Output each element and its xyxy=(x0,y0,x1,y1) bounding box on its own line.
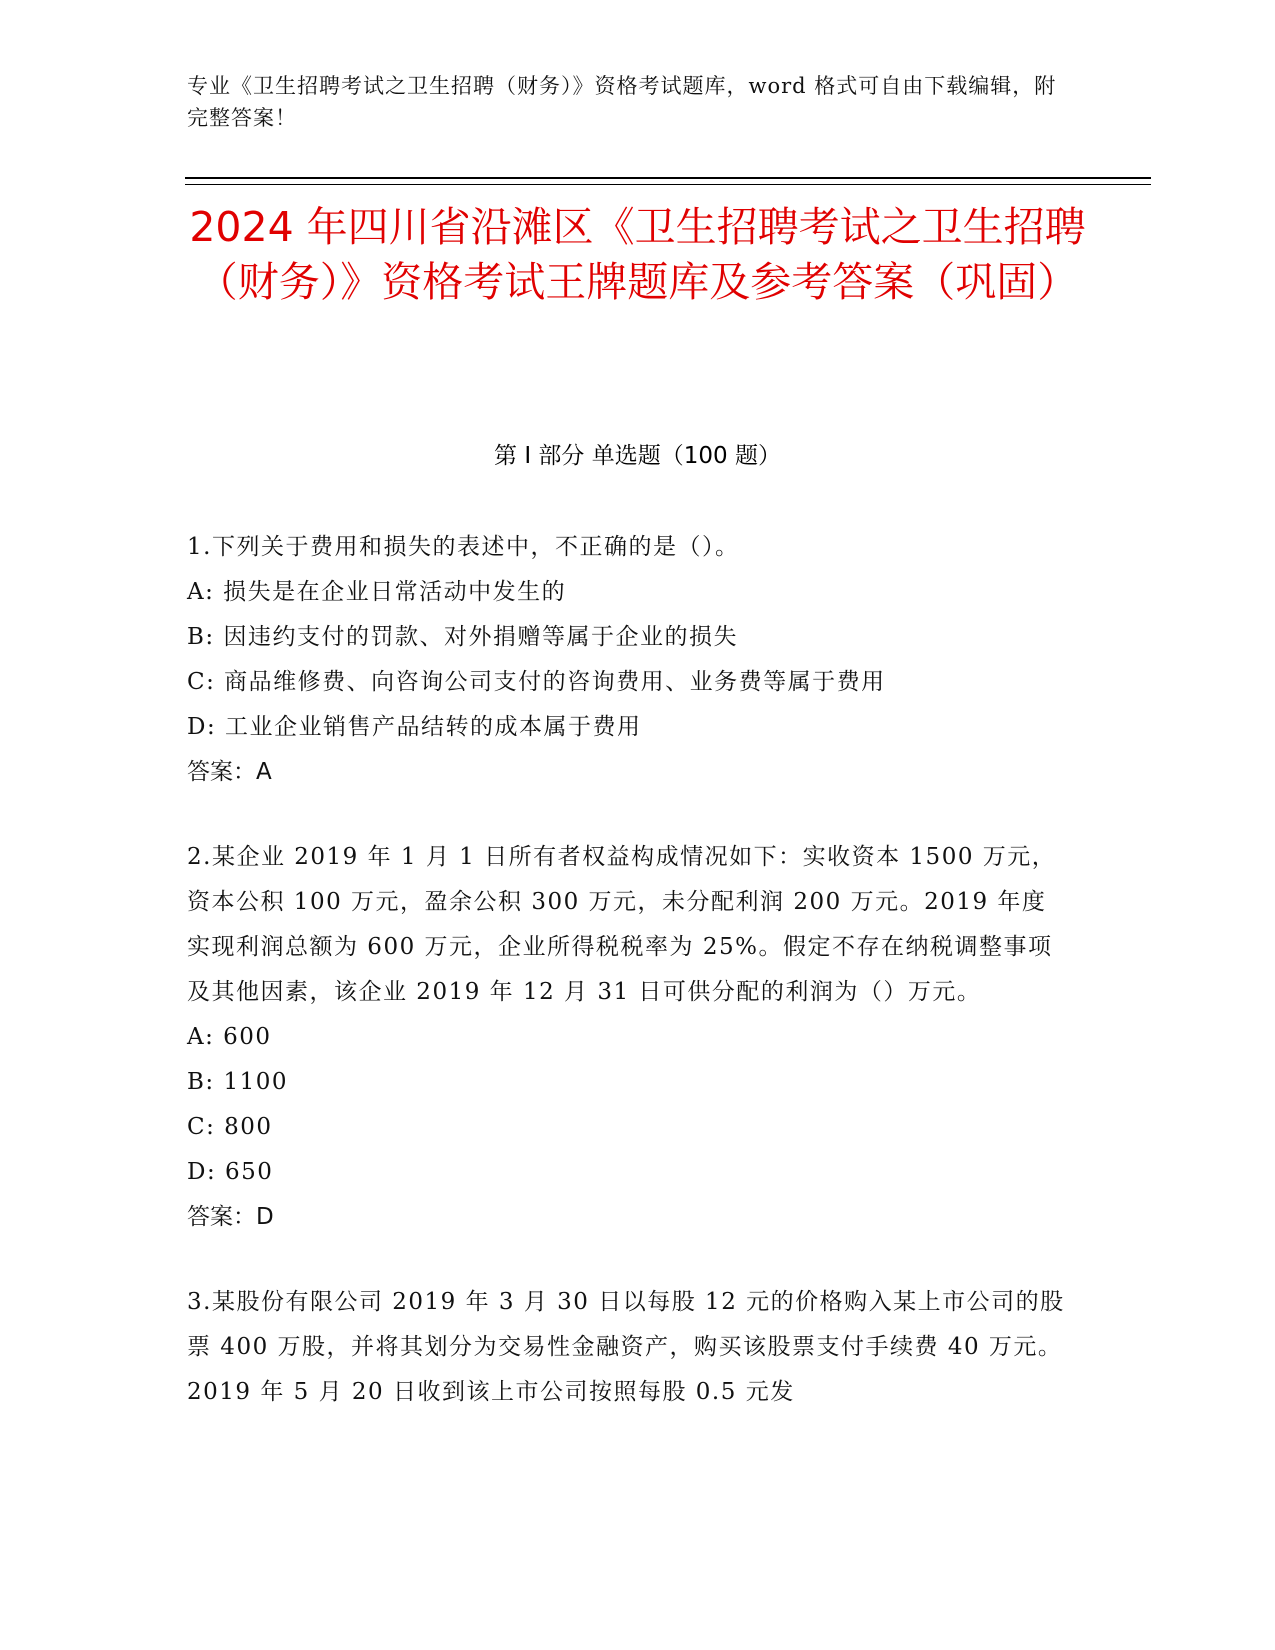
option-d: D: 650 xyxy=(187,1159,274,1185)
option-b: B: 因违约支付的罚款、对外捐赠等属于企业的损失 xyxy=(187,624,738,650)
answer: 答案：A xyxy=(187,759,272,785)
option-b: B: 1100 xyxy=(187,1069,288,1095)
question-2 xyxy=(187,835,1067,1240)
document-title: 2024 年四川省沿滩区《卫生招聘考试之卫生招聘（财务）》资格考试王牌题库及参考答案（巩固） xyxy=(189,203,1086,306)
option-d: D: 工业企业销售产品结转的成本属于费用 xyxy=(187,714,642,740)
header-note: 专业《卫生招聘考试之卫生招聘（财务）》资格考试题库，word 格式可自由下载编辑，附完整答案！ xyxy=(187,74,1057,130)
header-rule-bottom xyxy=(185,184,1151,185)
option-a: A: 600 xyxy=(187,1024,272,1050)
option-a: A: 损失是在企业日常活动中发生的 xyxy=(187,579,567,605)
question-list xyxy=(187,525,1067,1455)
section-title: 第 I 部分 单选题（100 题） xyxy=(494,443,781,469)
question-3 xyxy=(187,1280,1067,1415)
question-stem: 2.某企业 2019 年 1 月 1 日所有者权益构成情况如下：实收资本 1500 万元，资本公积 100 万元，盈余公积 300 万元，未分配利润 200 万元。2019 年度实现利润总额为 600 万元，企业所得税税率为 25%。假定不存在纳税调整事项及其他因素，该企业 2019 年 12 月 31 日可供分配的利润为（）万元。 xyxy=(187,844,1057,1005)
header-rule-top xyxy=(185,177,1151,179)
question-stem: 1.下列关于费用和损失的表述中，不正确的是（）。 xyxy=(187,534,740,560)
question-stem: 3.某股份有限公司 2019 年 3 月 30 日以每股 12 元的价格购入某上市公司的股票 400 万股，并将其划分为交易性金融资产，购买该股票支付手续费 40 万元。2019 年 5 月 20 日收到该上市公司按照每股 0.5 元发 xyxy=(187,1289,1065,1405)
answer: 答案：D xyxy=(187,1204,274,1230)
option-c: C: 800 xyxy=(187,1114,273,1140)
question-1 xyxy=(187,525,1067,795)
option-c: C: 商品维修费、向咨询公司支付的咨询费用、业务费等属于费用 xyxy=(187,669,886,695)
